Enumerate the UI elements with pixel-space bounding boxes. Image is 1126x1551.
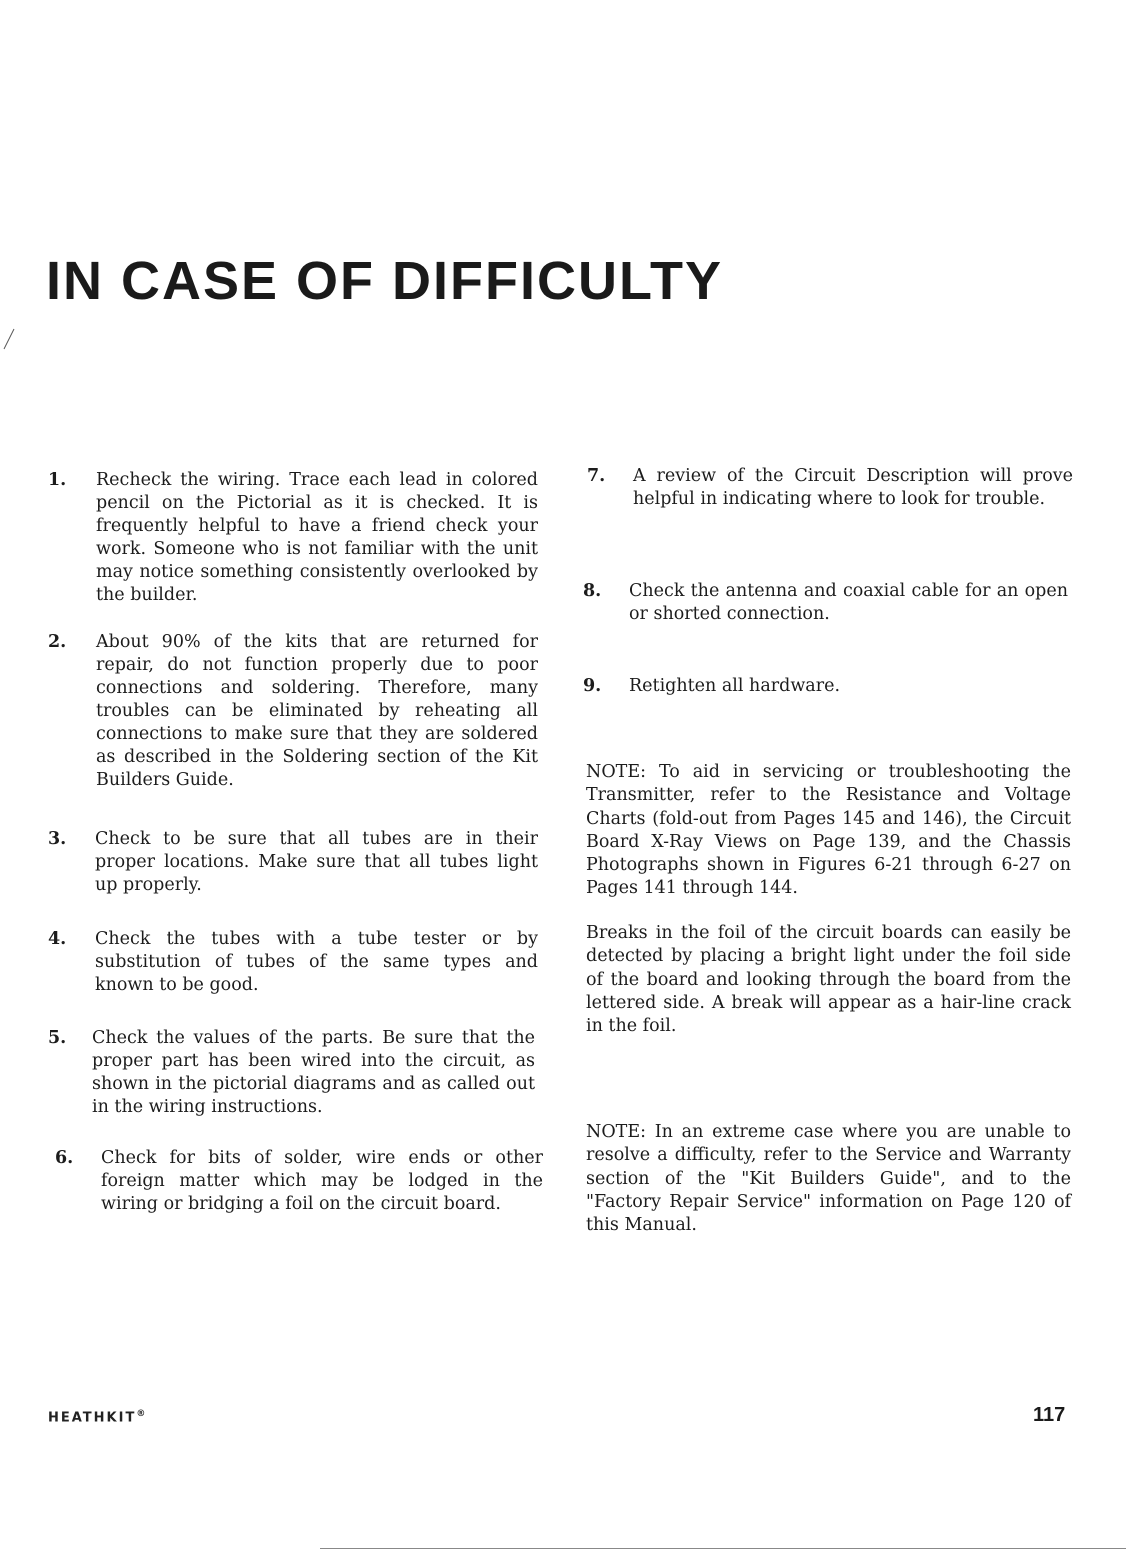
list-item-4 <box>48 928 538 997</box>
list-item-6 <box>55 1147 543 1216</box>
item-number: 9. <box>583 676 602 696</box>
page-title: IN CASE OF DIFFICULTY <box>46 251 723 311</box>
item-text: Check to be sure that all tubes are in their proper locations. Make sure that all tubes light up properly. <box>95 829 538 895</box>
item-text: Check the tubes with a tube tester or by substitution of tubes of the same types and known to be good. <box>95 929 538 995</box>
list-item-2 <box>48 631 538 792</box>
page-number: 117 <box>1033 1404 1066 1426</box>
heathkit-logo: HEATHKIT® <box>48 1409 146 1426</box>
item-number: 4. <box>48 929 67 949</box>
item-text: Recheck the wiring. Trace each lead in colored pencil on the Pictorial as it is checked. It is frequently helpful to have a friend check your work. Someone who is not familiar with the unit may notice something consistently overlooked by the builder. <box>96 470 538 605</box>
list-item-1 <box>48 469 538 607</box>
item-number: 7. <box>587 466 606 486</box>
list-item-9 <box>583 675 1068 698</box>
list-item-7 <box>587 465 1073 511</box>
bottom-rule <box>320 1548 1126 1549</box>
item-text: About 90% of the kits that are returned for repair, do not function properly due to poor connections and soldering. Therefore, many troubles can be eliminated by reheating all connections to make sure that they are soldered as described in the Soldering section of the Kit Builders Guide. <box>96 632 538 790</box>
item-text: Check the values of the parts. Be sure that the proper part has been wired into the circuit, as shown in the pictorial diagrams and as called out in the wiring instructions. <box>92 1028 535 1117</box>
item-text: Check the antenna and coaxial cable for an open or shorted connection. <box>629 581 1068 624</box>
item-number: 8. <box>583 581 602 601</box>
list-item-3 <box>48 828 538 897</box>
item-number: 5. <box>48 1028 67 1048</box>
note-service-references: NOTE: To aid in servicing or troubleshooting the Transmitter, refer to the Resistance and Voltage Charts (fold-out from Pages 145 and 146), the Circuit Board X-Ray Views on Page 139, and the Chassis Photographs shown in Figures 6-21 through 6-27 on Pages 141 through 144. <box>586 762 1071 899</box>
item-number: 2. <box>48 632 67 652</box>
list-item-5 <box>48 1027 535 1119</box>
foil-break-paragraph: Breaks in the foil of the circuit boards can easily be detected by placing a bright light under the foil side of the board and looking through the board from the lettered side. A break will appear as a hair-line crack in the foil. <box>586 923 1071 1037</box>
item-text: Check for bits of solder, wire ends or other foreign matter which may be lodged in the wiring or bridging a foil on the circuit board. <box>101 1148 543 1214</box>
item-number: 6. <box>55 1148 74 1168</box>
item-text: Retighten all hardware. <box>629 676 841 696</box>
list-item-8 <box>583 580 1068 626</box>
item-number: 1. <box>48 470 67 490</box>
item-number: 3. <box>48 829 67 849</box>
stray-pen-mark <box>2 328 16 350</box>
item-text: A review of the Circuit Description will prove helpful in indicating where to look for trouble. <box>633 466 1073 509</box>
note-extreme-case: NOTE: In an extreme case where you are unable to resolve a difficulty, refer to the Service and Warranty section of the "Kit Builders Guide", and to the "Factory Repair Service" information on Page 120 of this Manual. <box>586 1122 1071 1236</box>
